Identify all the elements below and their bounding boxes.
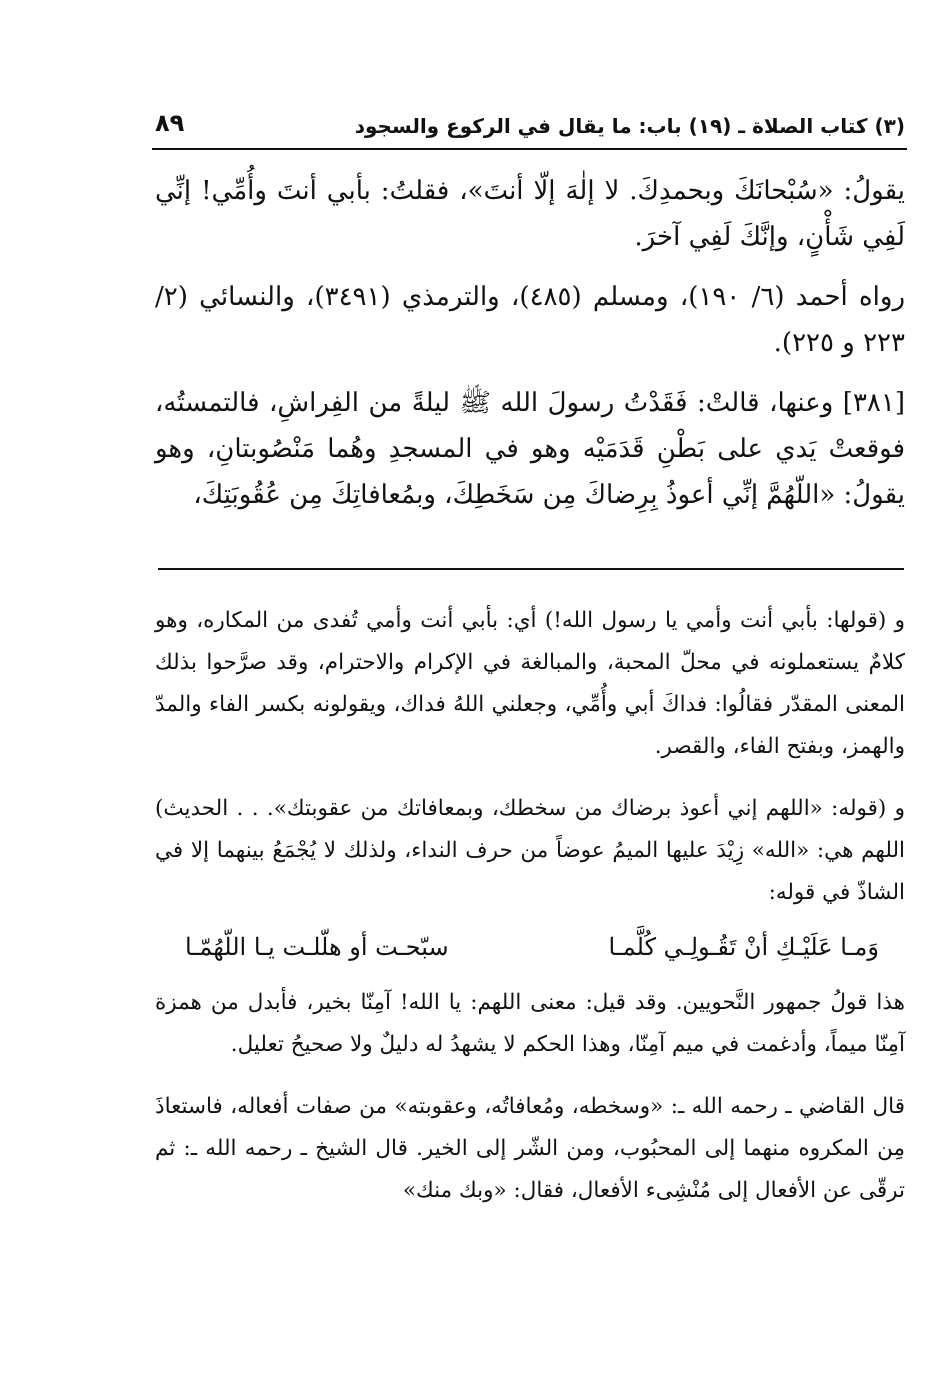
main-text	[155, 168, 905, 518]
running-title: (٣) كتاب الصلاة ـ (١٩) باب: ما يقال في الركوع والسجود	[354, 114, 905, 138]
hadith-reference: رواه أحمد (٦/ ١٩٠)، ومسلم (٤٨٥)، والترمذي (٣٤٩١)، والنسائي (٢/ ٢٢٣ و ٢٢٥).	[155, 282, 906, 358]
commentary-paragraph: قال القاضي ـ رحمه الله ـ: «وسخطه، ومُعافاتُه، وعقوبته» من صفات أفعاله، فاستعاذَ مِن المكروه منهما إلى المحبُوب، ومن الشّر إلى الخير. قال الشيخ ـ رحمه الله ـ: ثم ترقّى عن الأفعال إلى مُنْشِىء الأفعال، فقال: «وبك منك»	[155, 1094, 905, 1203]
poetry-verse	[155, 924, 905, 970]
commentary-paragraph: و (قوله: «اللهم إني أعوذ برضاك من سخطك، وبمعافاتك من عقوبتك». . . الحديث) اللهم هي: «الله» زِيْدَ عليها الميمُ عوضاً من حرف النداء، ولذلك لا يُجْمَعُ بينهما إلا في الشاذّ في قوله:	[155, 796, 905, 905]
commentary-paragraph: هذا قولُ جمهور النَّحويين. وقد قيل: معنى اللهم: يا الله! آمِنّا بخير، فأبدل من همزة آمِنّا ميماً، وأدغمت في ميم آمِنّا، وهذا الحكم لا يشهدُ له دليلٌ ولا صحيحُ تعليل.	[155, 990, 905, 1057]
footnote-rule	[158, 568, 904, 570]
verse-second-hemistich: سبّحـت أو هلّلـت يـا اللّهُمّـا	[185, 933, 449, 961]
hadith-381: [٣٨١] وعنها، قالتْ: فَقَدْتُ رسولَ الله ﷺ ليلةً من الفِراشِ، فالتمستُه، فوقعتْ يَدي على بَطْنِ قَدَمَيْه وهو في المسجدِ وهُما مَنْصُوبتانِ، وهو يقولُ: «اللّهُمَّ إنِّي أعوذُ بِرِضاكَ مِن سَخَطِكَ، وبمُعافاتِكَ مِن عُقُوبَتِكَ،	[155, 388, 905, 510]
page-header	[155, 109, 905, 148]
commentary-paragraph: و (قولها: بأبي أنت وأمي يا رسول الله!) أي: بأبي أنت وأمي تُفدى من المكاره، وهو كلامٌ يستعملونه في محلّ المحبة، والمبالغة في الإكرام والاحترام، وقد صرَّحوا بذلك المعنى المقدّر فقالُوا: فداكَ أبي وأُمِّي، وجعلني اللهُ فداك، ويقولونه بكسر الفاء والمدّ والهمز، وبفتح الفاء، والقصر.	[155, 608, 905, 759]
commentary	[155, 600, 905, 1232]
verse-first-hemistich: وَمـا عَلَيْـكِ أنْ تَقُـولِـي كُلَّمـا	[608, 933, 879, 961]
hadith-continuation: يقولُ: «سُبْحانَكَ وبحمدِكَ. لا إلٰهَ إلّا أنتَ»، فقلتُ: بأبي أنتَ وأُمِّي! إنِّي لَفِي شَأْنٍ، وإنَّكَ لَفِي آخرَ.	[155, 176, 905, 252]
header-rule	[152, 148, 907, 150]
page-number: ٨٩	[155, 109, 185, 137]
